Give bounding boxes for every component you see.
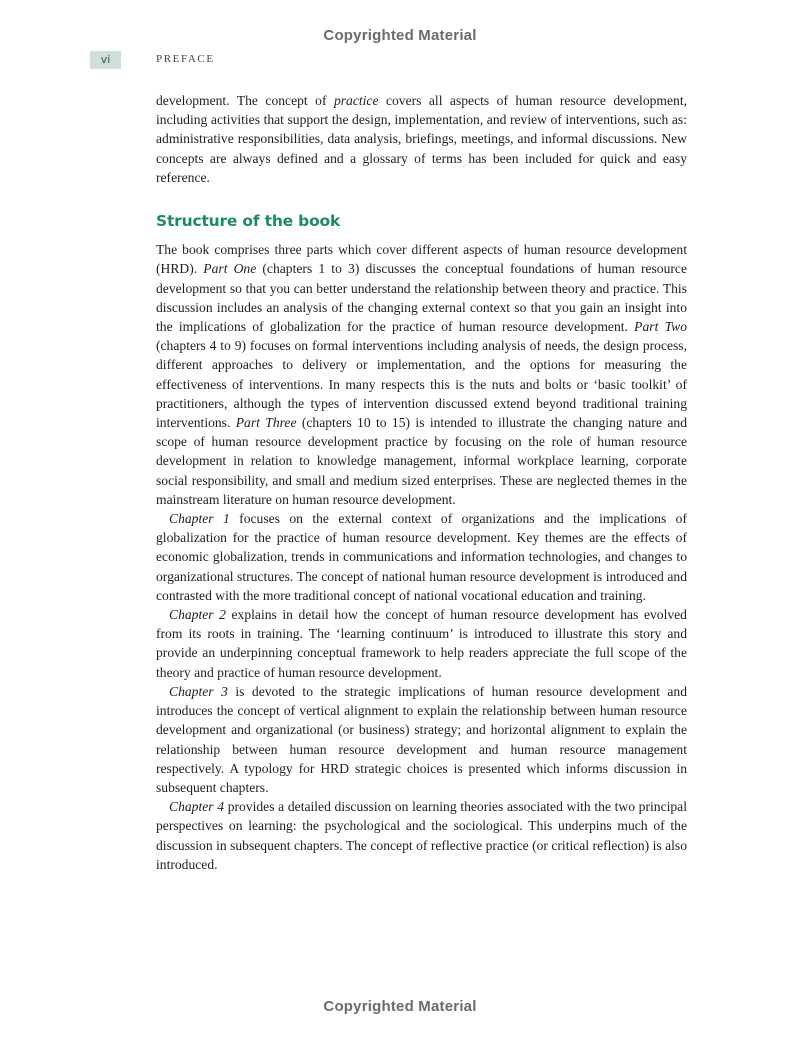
chapter-1-paragraph: Chapter 1 focuses on the external context of organizations and the implications of globalization for the practice of human resource development. Key themes are the effects of economic globalization, trends in communications and information technologies, and changes to organizational structures. The concept of national human resource development is introduced and contrasted with the more traditional concept of national vocational education and training. [156,511,687,603]
intro-paragraph: development. The concept of practice covers all aspects of human resource development, including activities that support the design, implementation, and review of interventions, such as: administrative responsibilities, data analysis, briefings, meetings, and informal discussions. New concepts are always defined and a glossary of terms has been included for quick and easy reference. [156,93,687,185]
chapter-3-paragraph: Chapter 3 is devoted to the strategic implications of human resource development and introduces the concept of vertical alignment to explain the relationship between human resource development and organizational (or business) strategy; and horizontal alignment to explain the relationship between human resource development and human resource management respectively. A typology for HRD strategic choices is presented which informs discussion in subsequent chapters. [156,683,687,795]
parts-overview-paragraph: The book comprises three parts which cover different aspects of human resource development (HRD). Part One (chapters 1 to 3) discusses the conceptual foundations of human resource development so that you can better understand the relationship between theory and practice. This discussion includes an analysis of the changing external context so that you gain an insight into the implications of globalization for the practice of human resource development. Part Two (chapters 4 to 9) focuses on formal interventions including analysis of needs, the design process, different approaches to delivery or implementation, and the options for measuring the effectiveness of interventions. In many respects this is the nuts and bolts or ‘basic toolkit’ of practitioners, although the types of intervention discussed extend beyond traditional training interventions. Part Three (chapters 10 to 15) is intended to illustrate the changing nature and scope of human resource development practice by focusing on the role of human resource development in relation to knowledge management, informal workplace learning, corporate social responsibility, and small and medium sized enterprises. These are neglected themes in the mainstream literature on human resource development. [156,242,687,507]
chapter-label: Chapter 1 [169,511,230,527]
part-one-label: Part One [203,261,257,277]
page-number: vi [90,51,121,69]
emphasis-term: practice [333,93,379,108]
chapter-label: Chapter 3 [169,683,228,699]
copyright-watermark-bottom: Copyrighted Material [323,998,477,1015]
page-body [156,91,687,874]
part-three-label: Part Three [235,415,297,431]
copyright-watermark-top: Copyrighted Material [323,27,477,44]
chapter-2-paragraph: Chapter 2 explains in detail how the concept of human resource development has evolved from its roots in training. The ‘learning continuum’ is introduced to illustrate this story and provide an underpinning conceptual framework to help readers appreciate the full scope of the theory and practice of human resource development. [156,607,687,680]
section-heading: Structure of the book [156,212,341,231]
chapter-label: Chapter 4 [169,799,225,815]
part-two-label: Part Two [634,319,687,335]
chapter-label: Chapter 2 [169,607,226,623]
running-head: PREFACE [156,53,215,65]
chapter-4-paragraph: Chapter 4 provides a detailed discussion on learning theories associated with the two principal perspectives on learning: the psychological and the sociological. This underpins much of the discussion in subsequent chapters. The concept of reflective practice (or critical reflection) is also introduced. [156,799,687,872]
